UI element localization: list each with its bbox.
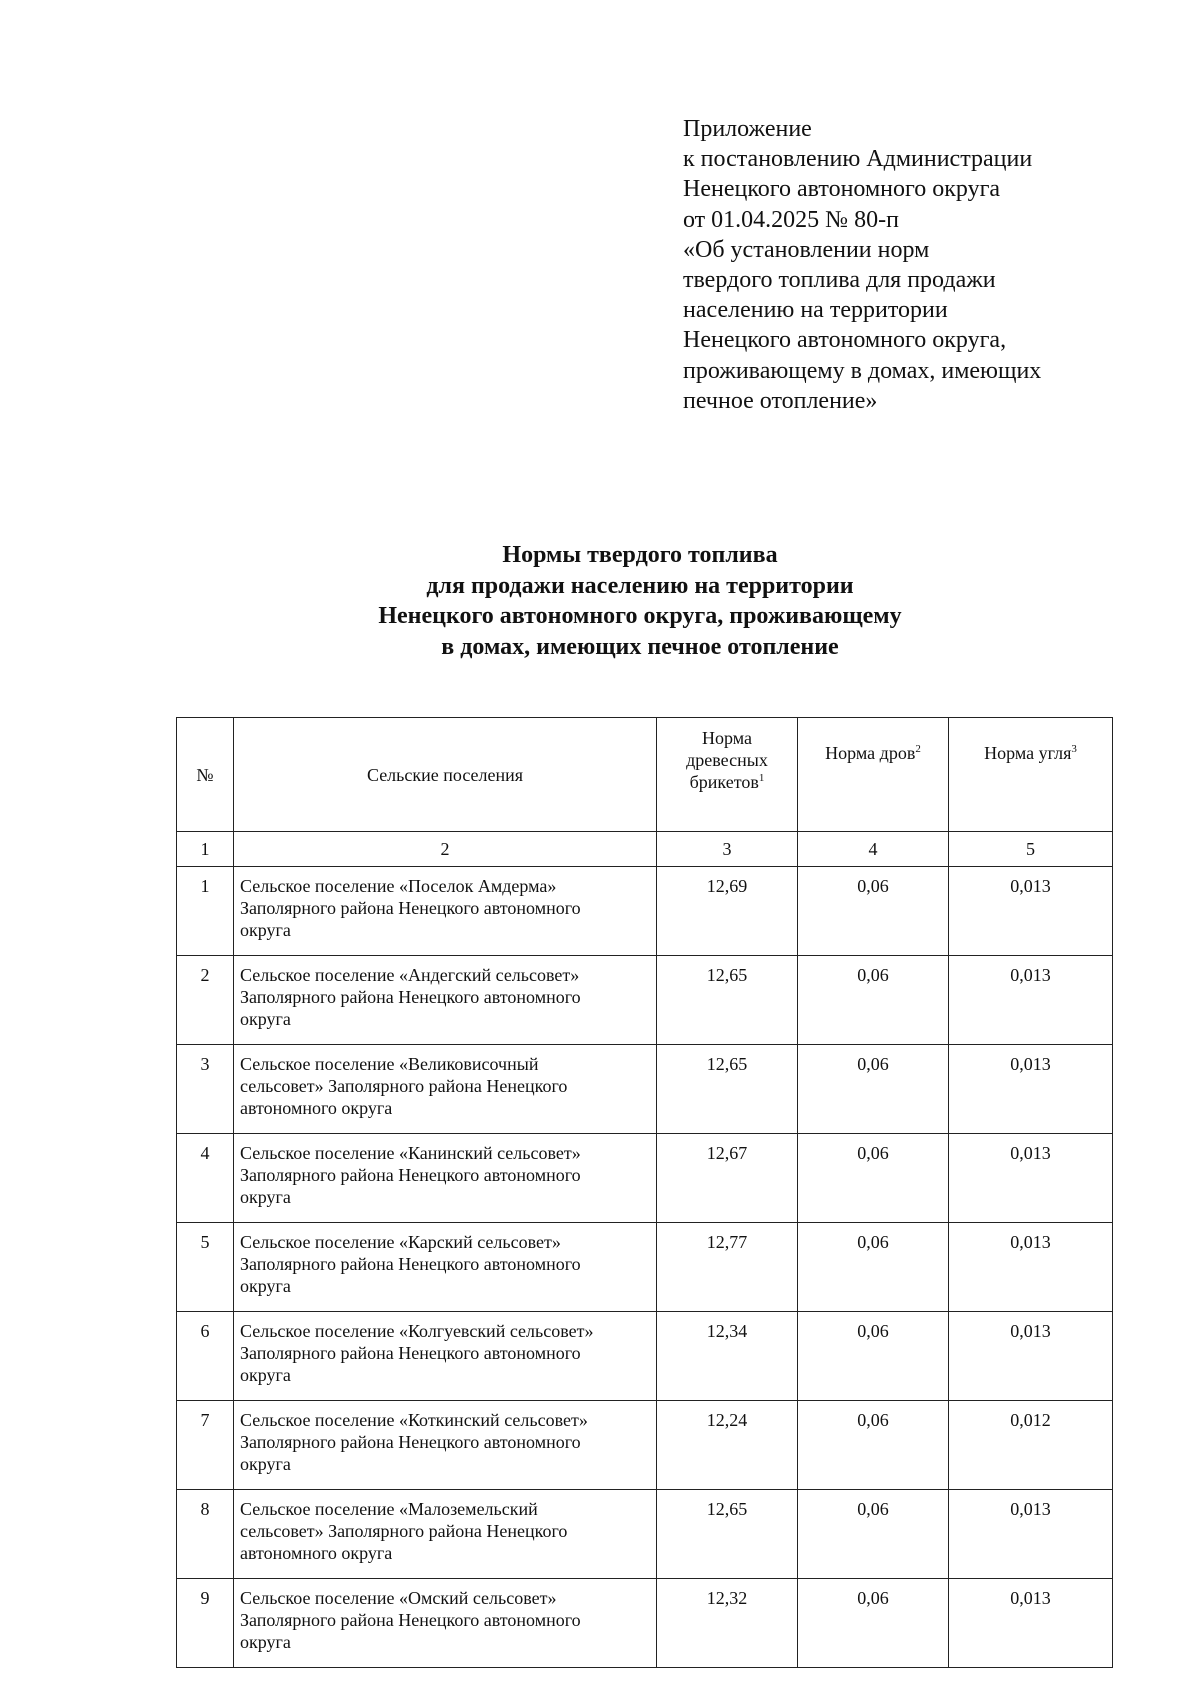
document-title <box>180 540 1100 662</box>
settlement-name-line: Сельское поселение «Карский сельсовет» <box>240 1232 561 1252</box>
column-number-row <box>177 832 1113 867</box>
wood-value: 0,06 <box>798 1045 949 1134</box>
table-row <box>177 867 1113 956</box>
settlement-name-line: сельсовет» Заполярного района Ненецкого <box>240 1521 568 1541</box>
footnote-mark: 3 <box>1071 743 1077 755</box>
appendix-line: Приложение <box>683 116 812 142</box>
briquettes-value: 12,77 <box>657 1223 798 1312</box>
table-row <box>177 1134 1113 1223</box>
briquettes-value: 12,69 <box>657 867 798 956</box>
row-number: 6 <box>177 1312 234 1401</box>
settlement-name-line: округа <box>240 1276 291 1296</box>
header-briquettes-line: Норма <box>702 728 752 748</box>
settlement-name-line: Заполярного района Ненецкого автономного <box>240 987 581 1007</box>
row-number: 1 <box>177 867 234 956</box>
header-settlement: Сельские поселения <box>234 718 657 832</box>
settlement-name-line: Заполярного района Ненецкого автономного <box>240 1610 581 1630</box>
coal-value: 0,013 <box>949 1312 1113 1401</box>
wood-value: 0,06 <box>798 1134 949 1223</box>
settlement-name <box>234 1312 657 1401</box>
settlement-name <box>234 1490 657 1579</box>
norms-table <box>176 717 1113 1668</box>
briquettes-value: 12,65 <box>657 1490 798 1579</box>
settlement-name-line: Заполярного района Ненецкого автономного <box>240 898 581 918</box>
settlement-name-line: округа <box>240 920 291 940</box>
column-number: 3 <box>657 832 798 867</box>
settlement-name <box>234 1134 657 1223</box>
table-row <box>177 1401 1113 1490</box>
settlement-name-line: Сельское поселение «Колгуевский сельсовет» <box>240 1321 594 1341</box>
coal-value: 0,013 <box>949 956 1113 1045</box>
row-number: 3 <box>177 1045 234 1134</box>
settlement-name-line: округа <box>240 1365 291 1385</box>
settlement-name-line: Заполярного района Ненецкого автономного <box>240 1165 581 1185</box>
coal-value: 0,013 <box>949 867 1113 956</box>
title-line: Ненецкого автономного округа, проживающему <box>378 603 902 629</box>
appendix-line: печное отопление» <box>683 387 878 414</box>
header-coal <box>949 718 1113 832</box>
header-coal-text: Норма угля <box>984 743 1072 763</box>
footnote-mark: 1 <box>758 772 765 784</box>
coal-value: 0,013 <box>949 1045 1113 1134</box>
appendix-line: твердого топлива для продажи <box>683 267 996 294</box>
coal-value: 0,013 <box>949 1223 1113 1312</box>
header-num: № <box>177 718 234 832</box>
briquettes-value: 12,65 <box>657 1045 798 1134</box>
settlement-name <box>234 1401 657 1490</box>
table-row <box>177 956 1113 1045</box>
settlement-name-line: округа <box>240 1632 291 1652</box>
header-wood <box>798 718 949 832</box>
settlement-name-line: округа <box>240 1009 291 1029</box>
header-wood-text: Норма дров <box>825 743 916 763</box>
table-header-row <box>177 718 1113 832</box>
briquettes-value: 12,67 <box>657 1134 798 1223</box>
settlement-name-line: Заполярного района Ненецкого автономного <box>240 1254 581 1274</box>
footnote-mark: 2 <box>915 743 921 755</box>
settlement-name <box>234 956 657 1045</box>
coal-value: 0,012 <box>949 1401 1113 1490</box>
header-briquettes-line <box>657 771 797 793</box>
appendix-header <box>683 114 1103 416</box>
table-row <box>177 1312 1113 1401</box>
column-number: 5 <box>949 832 1113 867</box>
wood-value: 0,06 <box>798 1490 949 1579</box>
settlement-name-line: автономного округа <box>240 1543 393 1563</box>
header-briquettes <box>657 718 798 832</box>
column-number: 1 <box>177 832 234 867</box>
briquettes-value: 12,24 <box>657 1401 798 1490</box>
row-number: 8 <box>177 1490 234 1579</box>
briquettes-value: 12,34 <box>657 1312 798 1401</box>
wood-value: 0,06 <box>798 956 949 1045</box>
appendix-line: Ненецкого автономного округа <box>683 176 1001 203</box>
settlement-name <box>234 1045 657 1134</box>
settlement-name <box>234 1223 657 1312</box>
coal-value: 0,013 <box>949 1579 1113 1668</box>
briquettes-value: 12,32 <box>657 1579 798 1668</box>
header-briquettes-line: древесных <box>686 750 768 770</box>
column-number: 2 <box>234 832 657 867</box>
table-row <box>177 1223 1113 1312</box>
settlement-name-line: Сельское поселение «Коткинский сельсовет» <box>240 1410 588 1430</box>
wood-value: 0,06 <box>798 1401 949 1490</box>
settlement-name-line: Сельское поселение «Канинский сельсовет» <box>240 1143 581 1163</box>
title-line: в домах, имеющих печное отопление <box>441 633 839 660</box>
row-number: 2 <box>177 956 234 1045</box>
settlement-name-line: сельсовет» Заполярного района Ненецкого <box>240 1076 568 1096</box>
title-line: Нормы твердого топлива <box>502 542 778 568</box>
table-row <box>177 1045 1113 1134</box>
appendix-line: к постановлению Администрации <box>683 146 1033 173</box>
appendix-line: «Об установлении норм <box>683 236 930 263</box>
briquettes-value: 12,65 <box>657 956 798 1045</box>
settlement-name-line: Сельское поселение «Поселок Амдерма» <box>240 876 557 896</box>
appendix-line: Ненецкого автономного округа, <box>683 327 1007 354</box>
wood-value: 0,06 <box>798 1223 949 1312</box>
settlement-name-line: Заполярного района Ненецкого автономного <box>240 1343 581 1363</box>
wood-value: 0,06 <box>798 1312 949 1401</box>
row-number: 9 <box>177 1579 234 1668</box>
appendix-line: от 01.04.2025 № 80-п <box>683 206 899 233</box>
header-briquettes-text: брикетов <box>689 772 759 792</box>
settlement-name-line: Сельское поселение «Малоземельский <box>240 1499 538 1519</box>
settlement-name <box>234 1579 657 1668</box>
coal-value: 0,013 <box>949 1134 1113 1223</box>
row-number: 4 <box>177 1134 234 1223</box>
title-line: для продажи населению на территории <box>426 572 854 599</box>
column-number: 4 <box>798 832 949 867</box>
settlement-name-line: округа <box>240 1454 291 1474</box>
table-row <box>177 1579 1113 1668</box>
appendix-line: проживающему в домах, имеющих <box>683 357 1042 384</box>
settlement-name <box>234 867 657 956</box>
row-number: 5 <box>177 1223 234 1312</box>
settlement-name-line: Заполярного района Ненецкого автономного <box>240 1432 581 1452</box>
settlement-name-line: Сельское поселение «Андегский сельсовет» <box>240 965 580 985</box>
settlement-name-line: Сельское поселение «Омский сельсовет» <box>240 1588 557 1608</box>
coal-value: 0,013 <box>949 1490 1113 1579</box>
table-row <box>177 1490 1113 1579</box>
wood-value: 0,06 <box>798 1579 949 1668</box>
settlement-name-line: автономного округа <box>240 1098 393 1118</box>
settlement-name-line: округа <box>240 1187 291 1207</box>
appendix-line: населению на территории <box>683 297 948 324</box>
settlement-name-line: Сельское поселение «Великовисочный <box>240 1054 539 1074</box>
wood-value: 0,06 <box>798 867 949 956</box>
row-number: 7 <box>177 1401 234 1490</box>
